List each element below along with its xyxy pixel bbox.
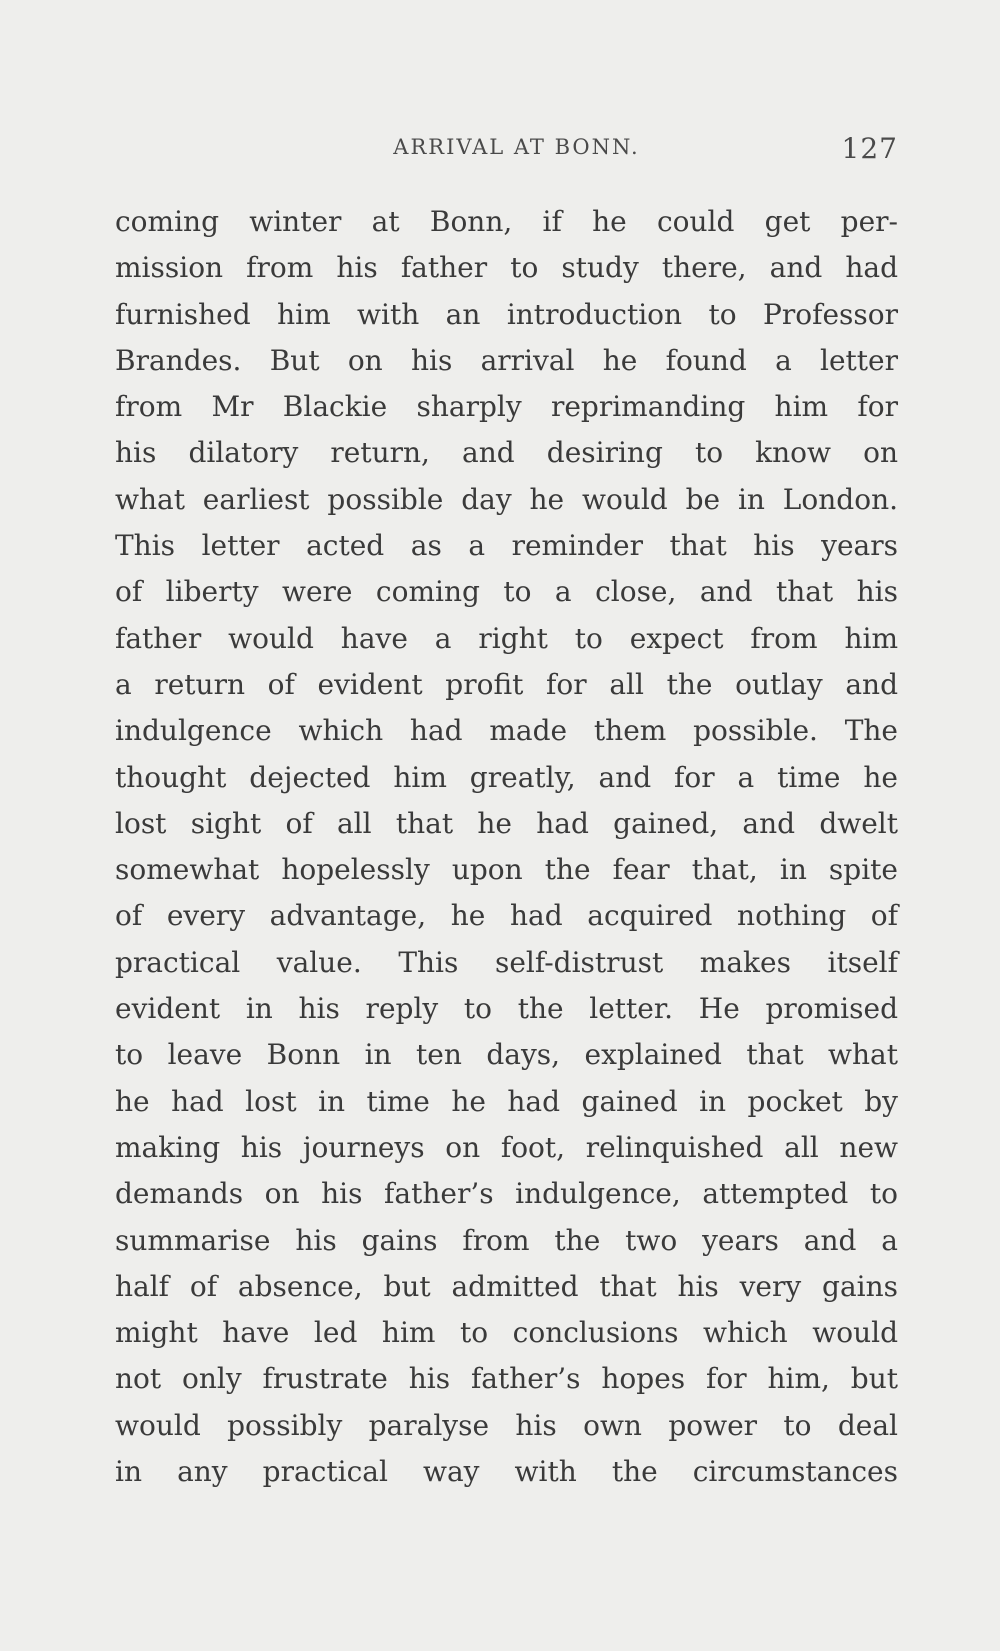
text-line: a return of evident profit for all the outlay and — [115, 667, 898, 701]
text-line: from Mr Blackie sharply reprimanding him for — [115, 390, 898, 424]
body-text — [115, 199, 898, 1495]
text-line: lost sight of all that he had gained, and dwelt — [115, 806, 898, 840]
text-line: of every advantage, he had acquired nothing of — [115, 899, 898, 933]
page-header — [115, 132, 898, 166]
text-line: somewhat hopelessly upon the fear that, in spite — [115, 853, 898, 887]
text-line: indulgence which had made them possible. The — [115, 714, 898, 748]
text-line: in any practical way with the circumstances — [115, 1455, 898, 1489]
text-line: what earliest possible day he would be in London. — [115, 482, 898, 516]
text-line: not only frustrate his father’s hopes for him, but — [115, 1362, 898, 1396]
running-head: ARRIVAL AT BONN. — [393, 135, 640, 159]
text-line: would possibly paralyse his own power to deal — [115, 1408, 898, 1442]
text-line: to leave Bonn in ten days, explained that what — [115, 1038, 898, 1072]
text-line: summarise his gains from the two years and a — [115, 1223, 898, 1257]
text-line: mission from his father to study there, and had — [115, 251, 898, 285]
text-line: father would have a right to expect from him — [115, 621, 898, 655]
text-line: furnished him with an introduction to Professor — [115, 297, 898, 331]
page-number: 127 — [841, 132, 898, 165]
text-line: coming winter at Bonn, if he could get per- — [115, 205, 898, 238]
text-line: thought dejected him greatly, and for a time he — [115, 760, 898, 794]
text-line: he had lost in time he had gained in pocket by — [115, 1084, 898, 1118]
text-line: making his journeys on foot, relinquished all new — [115, 1130, 898, 1164]
text-line: This letter acted as a reminder that his years — [115, 529, 898, 563]
text-line: practical value. This self-distrust makes itself — [115, 945, 898, 979]
text-line: evident in his reply to the letter. He promised — [115, 992, 898, 1026]
text-line: half of absence, but admitted that his very gains — [115, 1269, 898, 1303]
text-line: of liberty were coming to a close, and that his — [115, 575, 898, 609]
text-line: might have led him to conclusions which would — [115, 1316, 898, 1350]
text-line: his dilatory return, and desiring to know on — [115, 436, 898, 470]
text-line: Brandes. But on his arrival he found a letter — [115, 343, 898, 377]
text-line: demands on his father’s indulgence, attempted to — [115, 1177, 898, 1211]
